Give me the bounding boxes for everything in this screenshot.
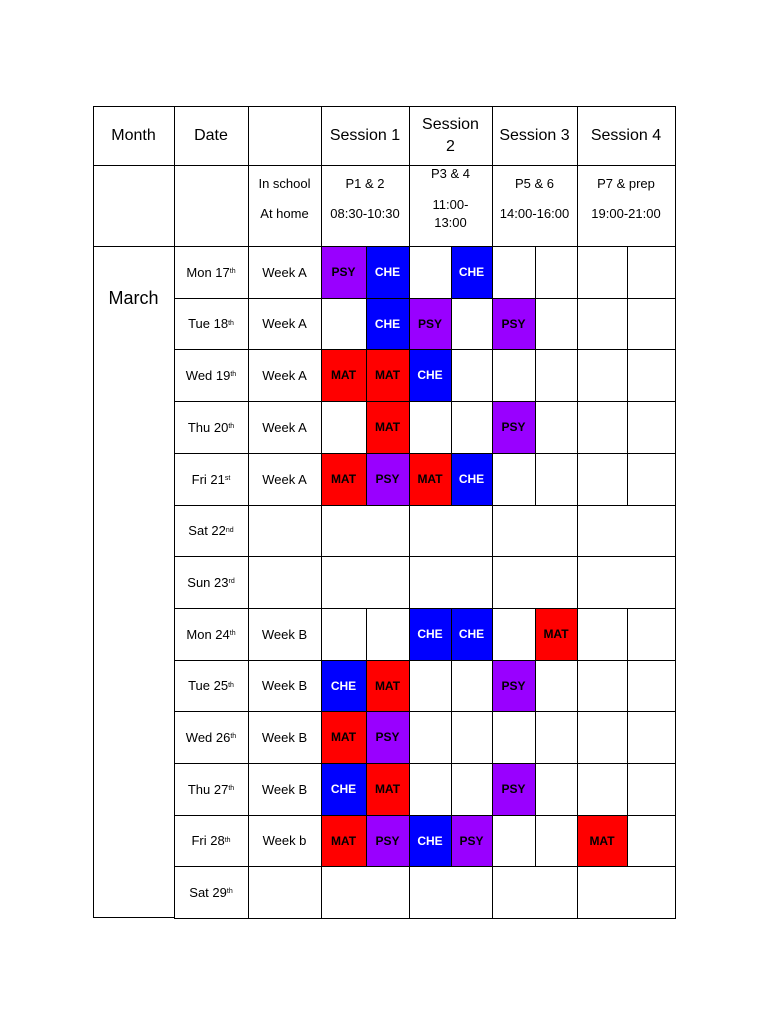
subheader-month <box>93 165 175 247</box>
week-label: Week B <box>261 626 308 642</box>
subject-label: MAT <box>417 472 443 486</box>
header-session-2 <box>409 106 493 166</box>
header-date <box>174 106 249 166</box>
slot-cell <box>321 660 367 712</box>
slot-cell <box>627 608 676 661</box>
session-3-cell <box>492 866 578 919</box>
slot-cell <box>577 453 628 506</box>
slot-cell <box>451 711 493 764</box>
slot-cell <box>492 763 536 816</box>
slot-cell <box>577 349 628 402</box>
slot-cell <box>451 349 493 402</box>
subject-label: PSY <box>501 420 526 434</box>
slot-cell <box>577 711 628 764</box>
subject-label: PSY <box>417 316 442 331</box>
subject-label: CHE <box>330 782 357 796</box>
header-session-1 <box>321 106 410 166</box>
slot-cell <box>627 815 676 867</box>
slot-cell <box>577 660 628 712</box>
subject-label: CHE <box>374 316 401 331</box>
slot-cell <box>321 453 367 506</box>
slot-cell <box>451 608 493 661</box>
slot-cell <box>492 608 536 661</box>
date-cell: Mon 17 th <box>174 246 249 299</box>
slot-cell <box>321 763 367 816</box>
subject-label: PSY <box>459 833 484 848</box>
week-label: Week A <box>262 471 307 487</box>
slot-cell <box>451 298 493 350</box>
subject-label: PSY <box>375 472 400 486</box>
session-3-periods: P5 & 6 <box>514 175 555 191</box>
header-session-1-label: Session 1 <box>329 126 401 144</box>
slot-cell <box>492 815 536 867</box>
date-cell: Tue 25 th <box>174 660 249 712</box>
week-cell <box>248 866 322 919</box>
slot-cell <box>535 349 578 402</box>
date-label: Sun 23 <box>187 574 229 590</box>
date-label: Wed 19 <box>185 367 231 383</box>
subject-label: CHE <box>458 627 485 641</box>
slot-cell <box>321 246 367 299</box>
slot-cell <box>577 815 628 867</box>
date-label: Thu 20 <box>187 419 229 435</box>
slot-cell <box>577 401 628 454</box>
slot-cell <box>321 401 367 454</box>
slot-cell <box>366 711 410 764</box>
week-label: Week A <box>262 264 307 280</box>
date-cell: Sun 23 rd <box>174 556 249 609</box>
slot-cell <box>535 246 578 299</box>
week-label: Week B <box>261 729 308 745</box>
subheader-session-4 <box>577 165 676 247</box>
session-2-cell <box>409 866 493 919</box>
session-2-cell <box>409 556 493 609</box>
date-cell: Wed 19 th <box>174 349 249 402</box>
month-label: March <box>108 287 159 308</box>
date-cell: Sat 22 nd <box>174 505 249 557</box>
slot-cell <box>535 711 578 764</box>
slot-cell <box>492 453 536 506</box>
session-1-cell <box>321 556 410 609</box>
date-label: Tue 25 <box>188 678 229 693</box>
subject-label: CHE <box>458 265 485 279</box>
week-cell <box>248 608 322 661</box>
slot-cell <box>492 349 536 402</box>
slot-cell <box>535 660 578 712</box>
slot-cell <box>366 246 410 299</box>
slot-cell <box>366 401 410 454</box>
session-4-times: 19:00-21:00 <box>591 205 661 221</box>
subject-label: CHE <box>374 265 401 279</box>
slot-cell <box>409 711 452 764</box>
slot-cell <box>577 608 628 661</box>
subject-label: CHE <box>330 678 357 693</box>
slot-cell <box>409 660 452 712</box>
subheader-date <box>174 165 249 247</box>
subject-label: MAT <box>374 368 401 382</box>
session-4-periods: P7 & prep <box>597 175 655 191</box>
header-session-4-label: Session 4 <box>590 126 662 144</box>
slot-cell <box>409 453 452 506</box>
week-cell <box>248 556 322 609</box>
week-cell <box>248 660 322 712</box>
slot-cell <box>409 349 452 402</box>
date-label: Fri 28 <box>191 833 225 848</box>
subject-label: CHE <box>417 627 443 641</box>
slot-cell <box>535 453 578 506</box>
week-label: Week B <box>261 781 308 797</box>
week-cell <box>248 711 322 764</box>
date-cell: Wed 26 th <box>174 711 249 764</box>
subject-label: MAT <box>330 730 357 744</box>
slot-cell <box>451 763 493 816</box>
date-cell: Sat 29 th <box>174 866 249 919</box>
header-month-label: Month <box>111 126 156 144</box>
date-label: Sat 22 <box>188 523 226 538</box>
slot-cell <box>451 815 493 867</box>
subject-label: CHE <box>417 833 443 848</box>
subheader-session-2 <box>409 165 493 247</box>
header-month <box>93 106 175 166</box>
session-1-times: 08:30-10:30 <box>330 205 400 221</box>
slot-cell <box>366 815 410 867</box>
slot-cell <box>627 349 676 402</box>
header-session-3-label: Session 3 <box>499 126 570 144</box>
subject-label: PSY <box>331 265 356 279</box>
week-label: Week A <box>262 419 307 435</box>
slot-cell <box>409 401 452 454</box>
slot-cell <box>366 453 410 506</box>
slot-cell <box>627 401 676 454</box>
slot-cell <box>627 763 676 816</box>
date-cell: Thu 27 th <box>174 763 249 816</box>
slot-cell <box>409 246 452 299</box>
header-date-label: Date <box>194 126 228 144</box>
header-session-3 <box>492 106 578 166</box>
slot-cell <box>321 608 367 661</box>
session-4-cell <box>577 505 676 557</box>
subheader-mode <box>248 165 322 247</box>
slot-cell <box>627 660 676 712</box>
session-4-cell <box>577 866 676 919</box>
slot-cell <box>535 298 578 350</box>
slot-cell <box>492 711 536 764</box>
slot-cell <box>409 608 452 661</box>
date-cell: Fri 21 st <box>174 453 249 506</box>
subject-label: PSY <box>375 730 400 744</box>
subject-label: PSY <box>501 316 526 331</box>
week-cell <box>248 505 322 557</box>
date-label: Sat 29 <box>189 884 227 900</box>
session-1-cell <box>321 866 410 919</box>
slot-cell <box>451 246 493 299</box>
subject-label: PSY <box>501 678 526 693</box>
subheader-session-1 <box>321 165 410 247</box>
date-cell: Thu 20 th <box>174 401 249 454</box>
month-cell <box>93 246 175 918</box>
slot-cell <box>535 763 578 816</box>
date-label: Wed 26 <box>185 729 231 745</box>
slot-cell <box>577 298 628 350</box>
header-session-4 <box>577 106 676 166</box>
week-cell <box>248 453 322 506</box>
slot-cell <box>627 246 676 299</box>
mode-in-school: In school <box>258 175 311 191</box>
slot-cell <box>409 763 452 816</box>
subject-label: MAT <box>374 678 401 693</box>
week-cell <box>248 401 322 454</box>
header-blank <box>248 106 322 166</box>
subject-label: PSY <box>375 833 400 848</box>
session-2-times-line2: 13:00 <box>434 214 467 230</box>
slot-cell <box>366 349 410 402</box>
slot-cell <box>451 401 493 454</box>
slot-cell <box>492 401 536 454</box>
subject-label: CHE <box>458 472 485 486</box>
subject-label: MAT <box>543 627 569 641</box>
slot-cell <box>535 401 578 454</box>
slot-cell <box>321 815 367 867</box>
slot-cell <box>535 608 578 661</box>
slot-cell <box>366 660 410 712</box>
session-4-cell <box>577 556 676 609</box>
slot-cell <box>451 453 493 506</box>
subject-label: MAT <box>374 420 401 434</box>
slot-cell <box>492 298 536 350</box>
slot-cell <box>366 608 410 661</box>
subject-label: CHE <box>417 368 443 382</box>
date-cell: Mon 24 th <box>174 608 249 661</box>
subject-label: MAT <box>330 368 357 382</box>
header-session-2-line1: Session <box>422 115 479 133</box>
slot-cell <box>409 298 452 350</box>
date-label: Mon 24 <box>186 626 230 642</box>
subject-label: MAT <box>330 472 357 486</box>
week-cell <box>248 349 322 402</box>
header-session-2-line2: 2 <box>446 137 455 155</box>
slot-cell <box>366 763 410 816</box>
subject-label: MAT <box>374 782 401 796</box>
week-label: Week b <box>262 833 307 848</box>
week-cell <box>248 815 322 867</box>
week-label: Week A <box>262 367 307 383</box>
session-1-periods: P1 & 2 <box>345 175 385 191</box>
date-cell: Fri 28 th <box>174 815 249 867</box>
mode-at-home: At home <box>260 205 309 221</box>
subject-label: MAT <box>589 833 615 848</box>
slot-cell <box>451 660 493 712</box>
slot-cell <box>492 246 536 299</box>
slot-cell <box>366 298 410 350</box>
slot-cell <box>577 763 628 816</box>
week-cell <box>248 763 322 816</box>
session-3-times: 14:00-16:00 <box>499 205 570 221</box>
date-label: Tue 18 <box>188 316 229 331</box>
week-label: Week A <box>262 316 307 331</box>
date-label: Thu 27 <box>187 781 229 797</box>
session-3-cell <box>492 556 578 609</box>
session-2-cell <box>409 505 493 557</box>
slot-cell <box>627 298 676 350</box>
slot-cell <box>627 453 676 506</box>
slot-cell <box>492 660 536 712</box>
week-label: Week B <box>261 678 308 693</box>
slot-cell <box>535 815 578 867</box>
slot-cell <box>627 711 676 764</box>
slot-cell <box>321 711 367 764</box>
slot-cell <box>409 815 452 867</box>
slot-cell <box>321 349 367 402</box>
session-2-times-line1: 11:00- <box>432 196 469 212</box>
session-1-cell <box>321 505 410 557</box>
week-cell <box>248 246 322 299</box>
week-cell <box>248 298 322 350</box>
slot-cell <box>577 246 628 299</box>
subheader-session-3 <box>492 165 578 247</box>
session-2-periods: P3 & 4 <box>430 165 471 181</box>
date-label: Fri 21 <box>191 471 225 487</box>
subject-label: PSY <box>501 782 526 796</box>
date-cell: Tue 18 th <box>174 298 249 350</box>
session-3-cell <box>492 505 578 557</box>
slot-cell <box>321 298 367 350</box>
date-label: Mon 17 <box>186 264 230 280</box>
subject-label: MAT <box>330 833 357 848</box>
